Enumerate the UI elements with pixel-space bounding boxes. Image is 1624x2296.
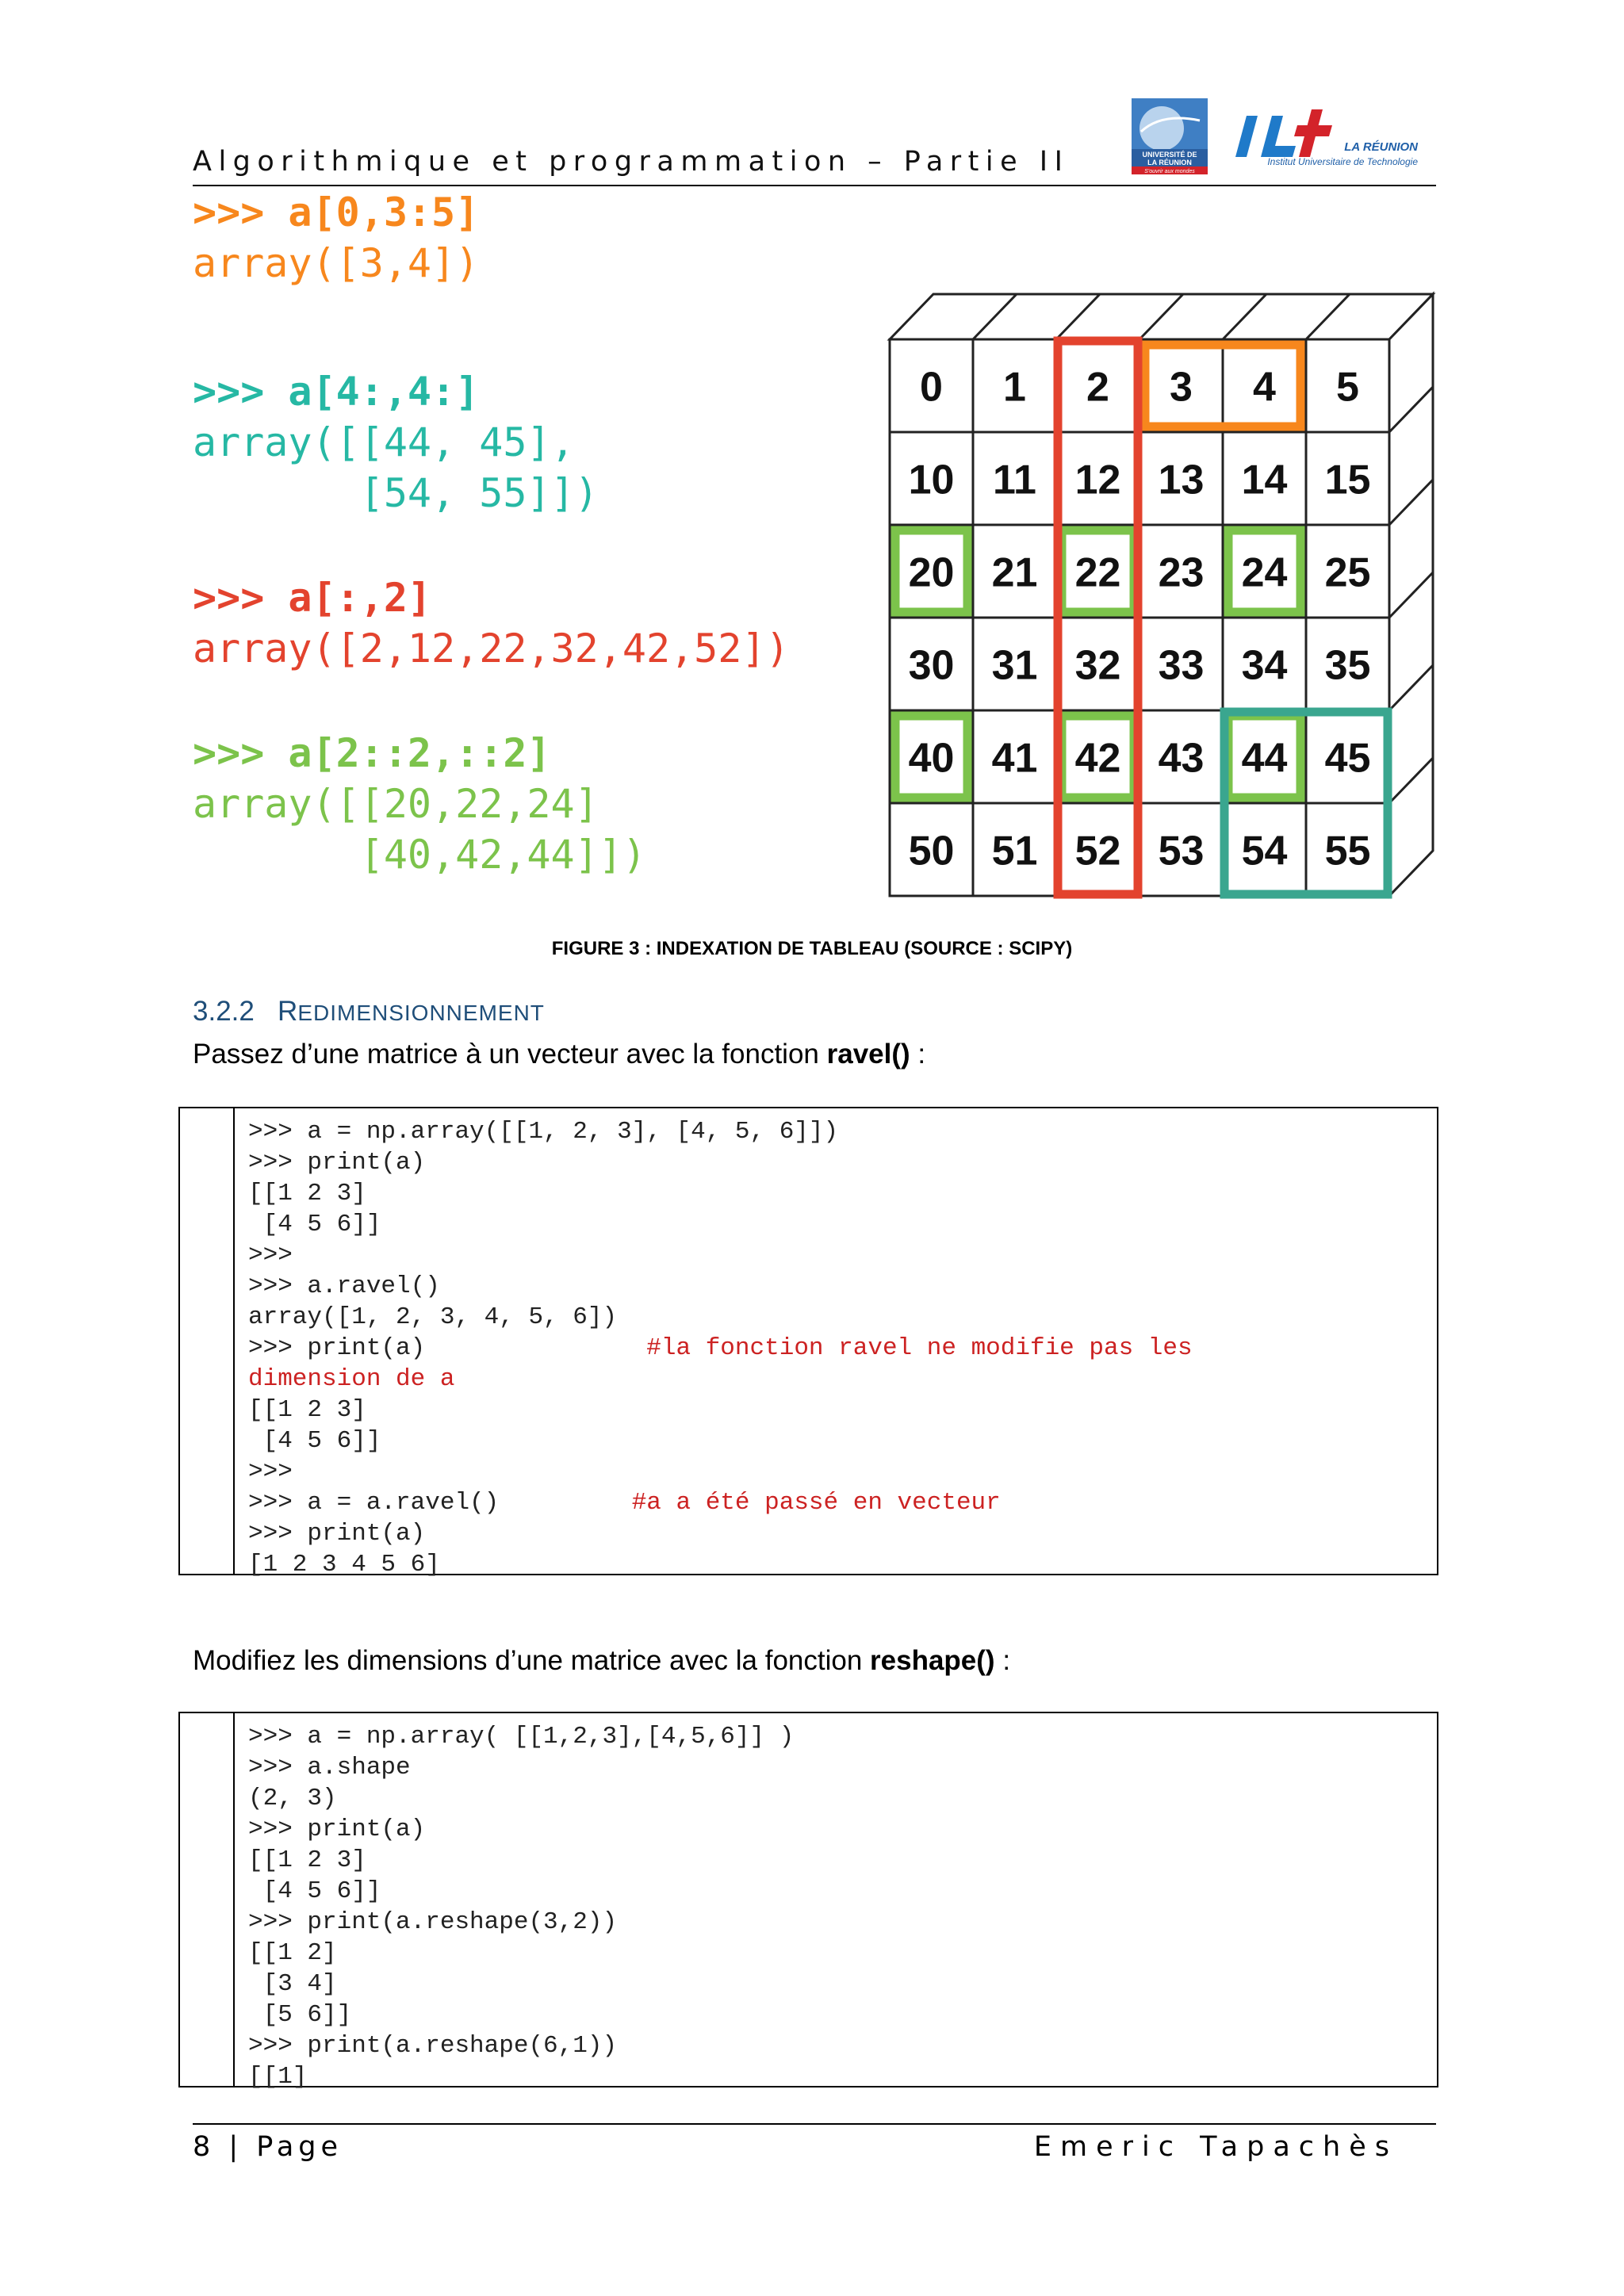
grid-cell-value: 33 [1158,642,1205,689]
code-line: >>> print(a) [248,1520,426,1548]
grid-cell-value: 35 [1324,642,1371,689]
grid-cell-value: 13 [1158,457,1205,503]
code-prompt-line: >>> a[0,3:5] [193,189,480,235]
code-line: >>> [248,1242,293,1269]
code-line [248,1365,454,1393]
grid-cell-value: 42 [1074,735,1121,782]
code-listing [248,1721,794,2092]
iut-logo [1229,101,1419,177]
grid-cell-value: 22 [1074,549,1121,596]
code-line: [4 5 6]] [248,1877,381,1905]
grid-cell-value: 15 [1324,457,1371,503]
code-line: [4 5 6]] [248,1427,381,1455]
grid-cell-value: 50 [908,828,955,874]
code-result-line: array([[20,22,24] [193,781,599,827]
grid-cell-value: 45 [1324,735,1371,782]
code-result-line: [54, 55]]) [193,470,599,516]
page-number: 8 | Page [193,2131,343,2163]
footer-rule [193,2123,1436,2125]
code-line: >>> a = a.ravel() #a a été passé en vecteur [248,1489,1001,1517]
code-line: [[1 2 3] [248,1180,366,1207]
svg-text:LA RÉUNION: LA RÉUNION [1147,159,1192,166]
code-line: [4 5 6]] [248,1211,381,1238]
grid-cell-value: 41 [991,735,1038,782]
document-header-title: Algorithmique et programmation – Partie II [193,146,1070,178]
grid-cell-value: 23 [1158,549,1205,596]
code-line: [[1] [248,2063,308,2091]
grid-cell-value: 11 [993,457,1036,503]
code-line: >>> print(a) [248,1816,426,1843]
code-gutter [180,1713,235,2086]
paragraph-reshape: Modifiez les dimensions d’une matrice avec la fonction reshape() : [193,1645,1011,1676]
grid-cell-value: 53 [1158,828,1205,874]
code-line: >>> print(a) #la fonction ravel ne modifie pas les [248,1334,1193,1362]
grid-cell-value: 12 [1074,457,1121,503]
code-prompt-line: >>> a[2::2,::2] [193,730,551,776]
section-heading: 3.2.2 REDIMENSIONNEMENT [193,996,545,1027]
code-line: [[1 2 3] [248,1396,366,1424]
grid-cell-value: 3 [1170,364,1193,411]
grid-cell-value: 24 [1241,549,1288,596]
code-line: >>> a.shape [248,1754,411,1781]
grid-cell-value: 5 [1336,364,1359,411]
grid-cell-value: 21 [991,549,1038,596]
code-line: >>> a.ravel() [248,1272,440,1300]
grid-cell-value: 40 [908,735,955,782]
grid-cell-value: 14 [1241,457,1288,503]
university-logo [1130,97,1209,176]
code-result-line: array([[44, 45], [193,419,575,465]
svg-text:LA RÉUNION: LA RÉUNION [1344,140,1418,154]
grid-cell-value: 51 [991,828,1038,874]
grid-cell-value: 1 [1003,364,1026,411]
code-comment: dimension de a [248,1365,455,1393]
grid-cell-value: 10 [908,457,955,503]
code-line: [3 4] [248,1970,337,1998]
code-prompt-line: >>> a[4:,4:] [193,369,480,415]
code-result-line: array([3,4]) [193,240,480,286]
grid-cell-value: 54 [1241,828,1288,874]
figure-caption: FIGURE 3 : INDEXATION DE TABLEAU (SOURCE : SCIPY) [551,938,1073,959]
code-line: >>> a = np.array( [[1,2,3],[4,5,6]] ) [248,1723,795,1751]
grid-cell-value: 32 [1074,642,1121,689]
code-listing [248,1116,1193,1580]
code-line: (2, 3) [248,1785,337,1812]
author-name: Emeric Tapachès [1033,2131,1398,2163]
grid-cell-value: 55 [1324,828,1371,874]
code-line: array([1, 2, 3, 4, 5, 6]) [248,1303,618,1331]
svg-text:Institut Universitaire de Tech: Institut Universitaire de Technologie [1267,156,1418,167]
code-line: >>> print(a) [248,1149,426,1177]
grid-cell-value: 44 [1241,735,1288,782]
grid-cell-value: 25 [1324,549,1371,596]
code-line: >>> print(a.reshape(3,2)) [248,1908,618,1936]
svg-text:UNIVERSITÉ DE: UNIVERSITÉ DE [1142,151,1197,159]
grid-cell-value: 34 [1241,642,1288,689]
code-line: [5 6]] [248,2001,352,2029]
grid-cell-value: 30 [908,642,955,689]
grid-cell-value: 2 [1086,364,1109,411]
code-result-line: [40,42,44]]) [193,832,646,878]
code-result-line: array([2,12,22,32,42,52]) [193,626,790,672]
code-line: [[1 2 3] [248,1846,366,1874]
code-block-reshape [178,1712,1438,2091]
grid-cell-value: 31 [991,642,1038,689]
header-rule [193,185,1436,186]
code-line: >>> print(a.reshape(6,1)) [248,2032,618,2060]
code-gutter [180,1108,235,1574]
code-line: [[1 2] [248,1939,337,1967]
grid-cell-value: 4 [1253,364,1276,411]
code-comment: #la fonction ravel ne modifie pas les [646,1334,1193,1362]
code-prompt-line: >>> a[:,2] [193,575,432,621]
grid-cell-value: 43 [1158,735,1205,782]
svg-text:S'ouvrir aux mondes: S'ouvrir aux mondes [1144,169,1195,174]
code-block-ravel [178,1107,1438,1578]
code-line: >>> a = np.array([[1, 2, 3], [4, 5, 6]]) [248,1118,839,1146]
code-line: [1 2 3 4 5 6] [248,1551,440,1578]
array-index-grid [872,285,1443,904]
grid-cell-value: 0 [920,364,943,411]
grid-cell-value: 52 [1074,828,1121,874]
code-comment: #a a été passé en vecteur [631,1489,1001,1517]
grid-cell-value: 20 [908,549,955,596]
paragraph-ravel: Passez d’une matrice à un vecteur avec la fonction ravel() : [193,1039,926,1070]
code-line: >>> [248,1458,293,1486]
